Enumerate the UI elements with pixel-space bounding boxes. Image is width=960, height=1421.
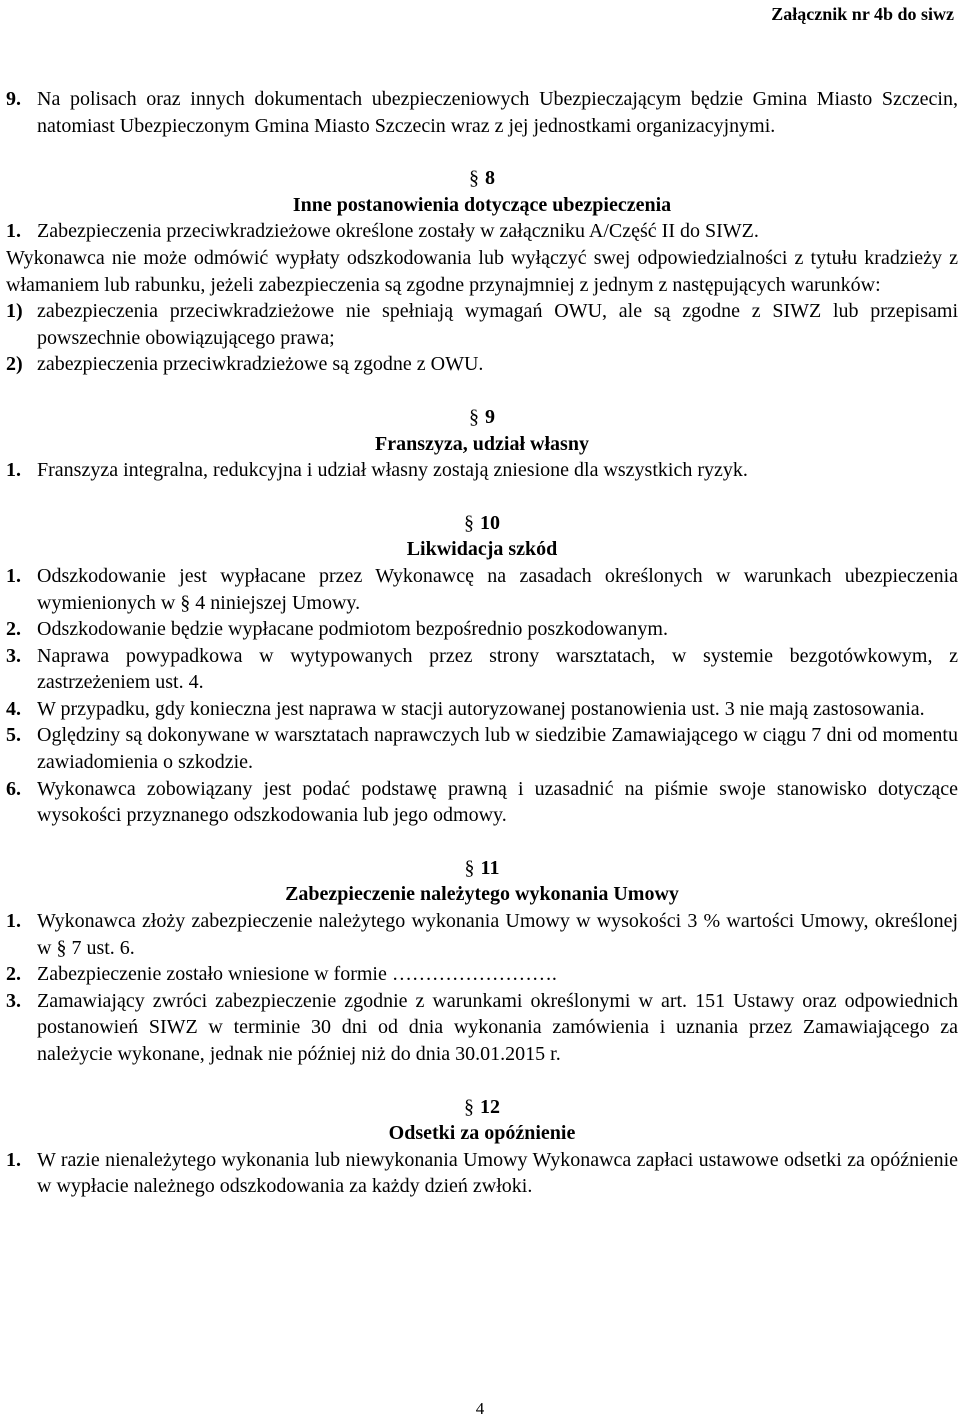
list-item <box>6 961 958 988</box>
section-number: 9 <box>485 405 495 428</box>
item-text: W przypadku, gdy konieczna jest naprawa w stacji autoryzowanej postanowienia ust. 3 nie mają zastosowania. <box>37 697 925 720</box>
item-number: 5. <box>6 724 21 747</box>
section-symbol-icon: § <box>464 511 474 534</box>
section-symbol-icon: § <box>464 856 475 879</box>
section-12-number <box>6 1094 958 1121</box>
document-content <box>6 86 958 1200</box>
section-9-title: Franszyza, udział własny <box>375 432 589 455</box>
item-text: Zabezpieczenie zostało wniesione w formie ……………………. <box>37 963 557 986</box>
section-10-number <box>6 510 958 537</box>
attachment-header: Załącznik nr 4b do siwz <box>771 4 954 24</box>
item-number: 2. <box>6 618 21 641</box>
section-number: 11 <box>480 856 500 879</box>
item-text: Franszyza integralna, redukcyjna i udział własny zostają zniesione dla wszystkich ryzyk. <box>37 459 748 482</box>
section-12-title: Odsetki za opóźnienie <box>388 1122 576 1145</box>
subitem-number: 1) <box>6 300 23 323</box>
page-number: 4 <box>475 1399 485 1418</box>
list-item <box>6 776 958 829</box>
list-subitem <box>6 298 958 351</box>
section-11-title: Zabezpieczenie należytego wykonania Umowy <box>285 883 679 906</box>
list-item <box>6 1147 958 1200</box>
section-8-title: Inne postanowienia dotyczące ubezpieczenia <box>292 193 672 216</box>
list-item <box>6 218 958 245</box>
item-number: 1. <box>6 1148 21 1171</box>
section-10-title: Likwidacja szkód <box>406 538 558 561</box>
item-number: 1. <box>6 910 21 933</box>
item-text: Wykonawca zobowiązany jest podać podstawę prawną i uzasadnić na piśmie swoje stanowisko dotyczące wysokości przyznanego odszkodowania lub jego odmowy. <box>37 777 958 827</box>
section-number: 8 <box>485 167 495 190</box>
subitem-text: zabezpieczenia przeciwkradzieżowe są zgodne z OWU. <box>37 353 484 376</box>
item-number: 2. <box>6 963 21 986</box>
list-item <box>6 457 958 484</box>
list-item <box>6 696 958 723</box>
section-symbol-icon: § <box>469 405 479 428</box>
list-item <box>6 643 958 696</box>
section-8-number <box>6 165 958 192</box>
section-9-number <box>6 404 958 431</box>
item-text: Zabezpieczenia przeciwkradzieżowe określone zostały w załączniku A/Część II do SIWZ. <box>37 220 759 243</box>
item-text: Naprawa powypadkowa w wytypowanych przez strony warsztatach, w systemie bezgotówkowym, z zastrzeżeniem ust. 4. <box>37 644 958 694</box>
subitem-text: zabezpieczenia przeciwkradzieżowe nie spełniają wymagań OWU, ale są zgodne z SIWZ lub przepisami powszechnie obowiązującego prawa; <box>37 300 958 349</box>
list-item <box>6 908 958 961</box>
section-number: 12 <box>480 1095 500 1118</box>
section-symbol-icon: § <box>464 1095 474 1118</box>
section-number: 10 <box>480 511 500 534</box>
item-number: 6. <box>6 777 21 800</box>
item-text: Odszkodowanie jest wypłacane przez Wykonawcę na zasadach określonych w warunkach ubezpieczenia wymienionych w § 4 niniejszej Umowy. <box>37 564 958 614</box>
item-text: Na polisach oraz innych dokumentach ubezpieczeniowych Ubezpieczającym będzie Gmina Miasto Szczecin, natomiast Ubezpieczonym Gmina Miasto Szczecin wraz z jej jednostkami organizacyjnymi. <box>37 88 958 137</box>
item-number: 9. <box>6 88 21 110</box>
list-item <box>6 616 958 643</box>
section-8-paragraph: Wykonawca nie może odmówić wypłaty odszkodowania lub wyłączyć swej odpowiedzialności z tytułu kradzieży z włamaniem lub rabunku, jeżeli zabezpieczenia są zgodne przynajmniej z jednym z następujących warunków: <box>6 246 958 296</box>
item-text: Zamawiający zwróci zabezpieczenie zgodnie z warunkami określonymi w art. 151 Ustawy oraz odpowiednich postanowień SIWZ w terminie 30 dni od dnia wykonania zamówienia i uznania przez Zamawiającego za należycie wykonane, jednak nie później niż do dnia 30.01.2015 r. <box>37 989 958 1065</box>
list-item <box>6 988 958 1068</box>
item-number: 1. <box>6 220 21 243</box>
list-item <box>6 86 958 139</box>
list-item <box>6 563 958 616</box>
item-number: 3. <box>6 644 21 667</box>
section-symbol-icon: § <box>469 167 479 190</box>
item-number: 3. <box>6 989 21 1012</box>
item-number: 4. <box>6 697 21 720</box>
item-text: W razie nienależytego wykonania lub niewykonania Umowy Wykonawca zapłaci ustawowe odsetki za opóźnienie w wypłacie należnego odszkodowania za każdy dzień zwłoki. <box>37 1148 958 1198</box>
section-11-number <box>6 855 958 882</box>
item-number: 1. <box>6 459 21 482</box>
item-text: Oględziny są dokonywane w warsztatach naprawczych lub w siedzibie Zamawiającego w ciągu 7 dni od momentu zawiadomienia o szkodzie. <box>37 724 958 774</box>
list-item <box>6 722 958 775</box>
subitem-number: 2) <box>6 353 23 376</box>
item-number: 1. <box>6 564 21 587</box>
item-text: Odszkodowanie będzie wypłacane podmiotom bezpośrednio poszkodowanym. <box>37 618 668 641</box>
item-text: Wykonawca złoży zabezpieczenie należytego wykonania Umowy w wysokości 3 % wartości Umowy, określonej w § 7 ust. 6. <box>37 910 958 959</box>
list-subitem <box>6 351 958 378</box>
